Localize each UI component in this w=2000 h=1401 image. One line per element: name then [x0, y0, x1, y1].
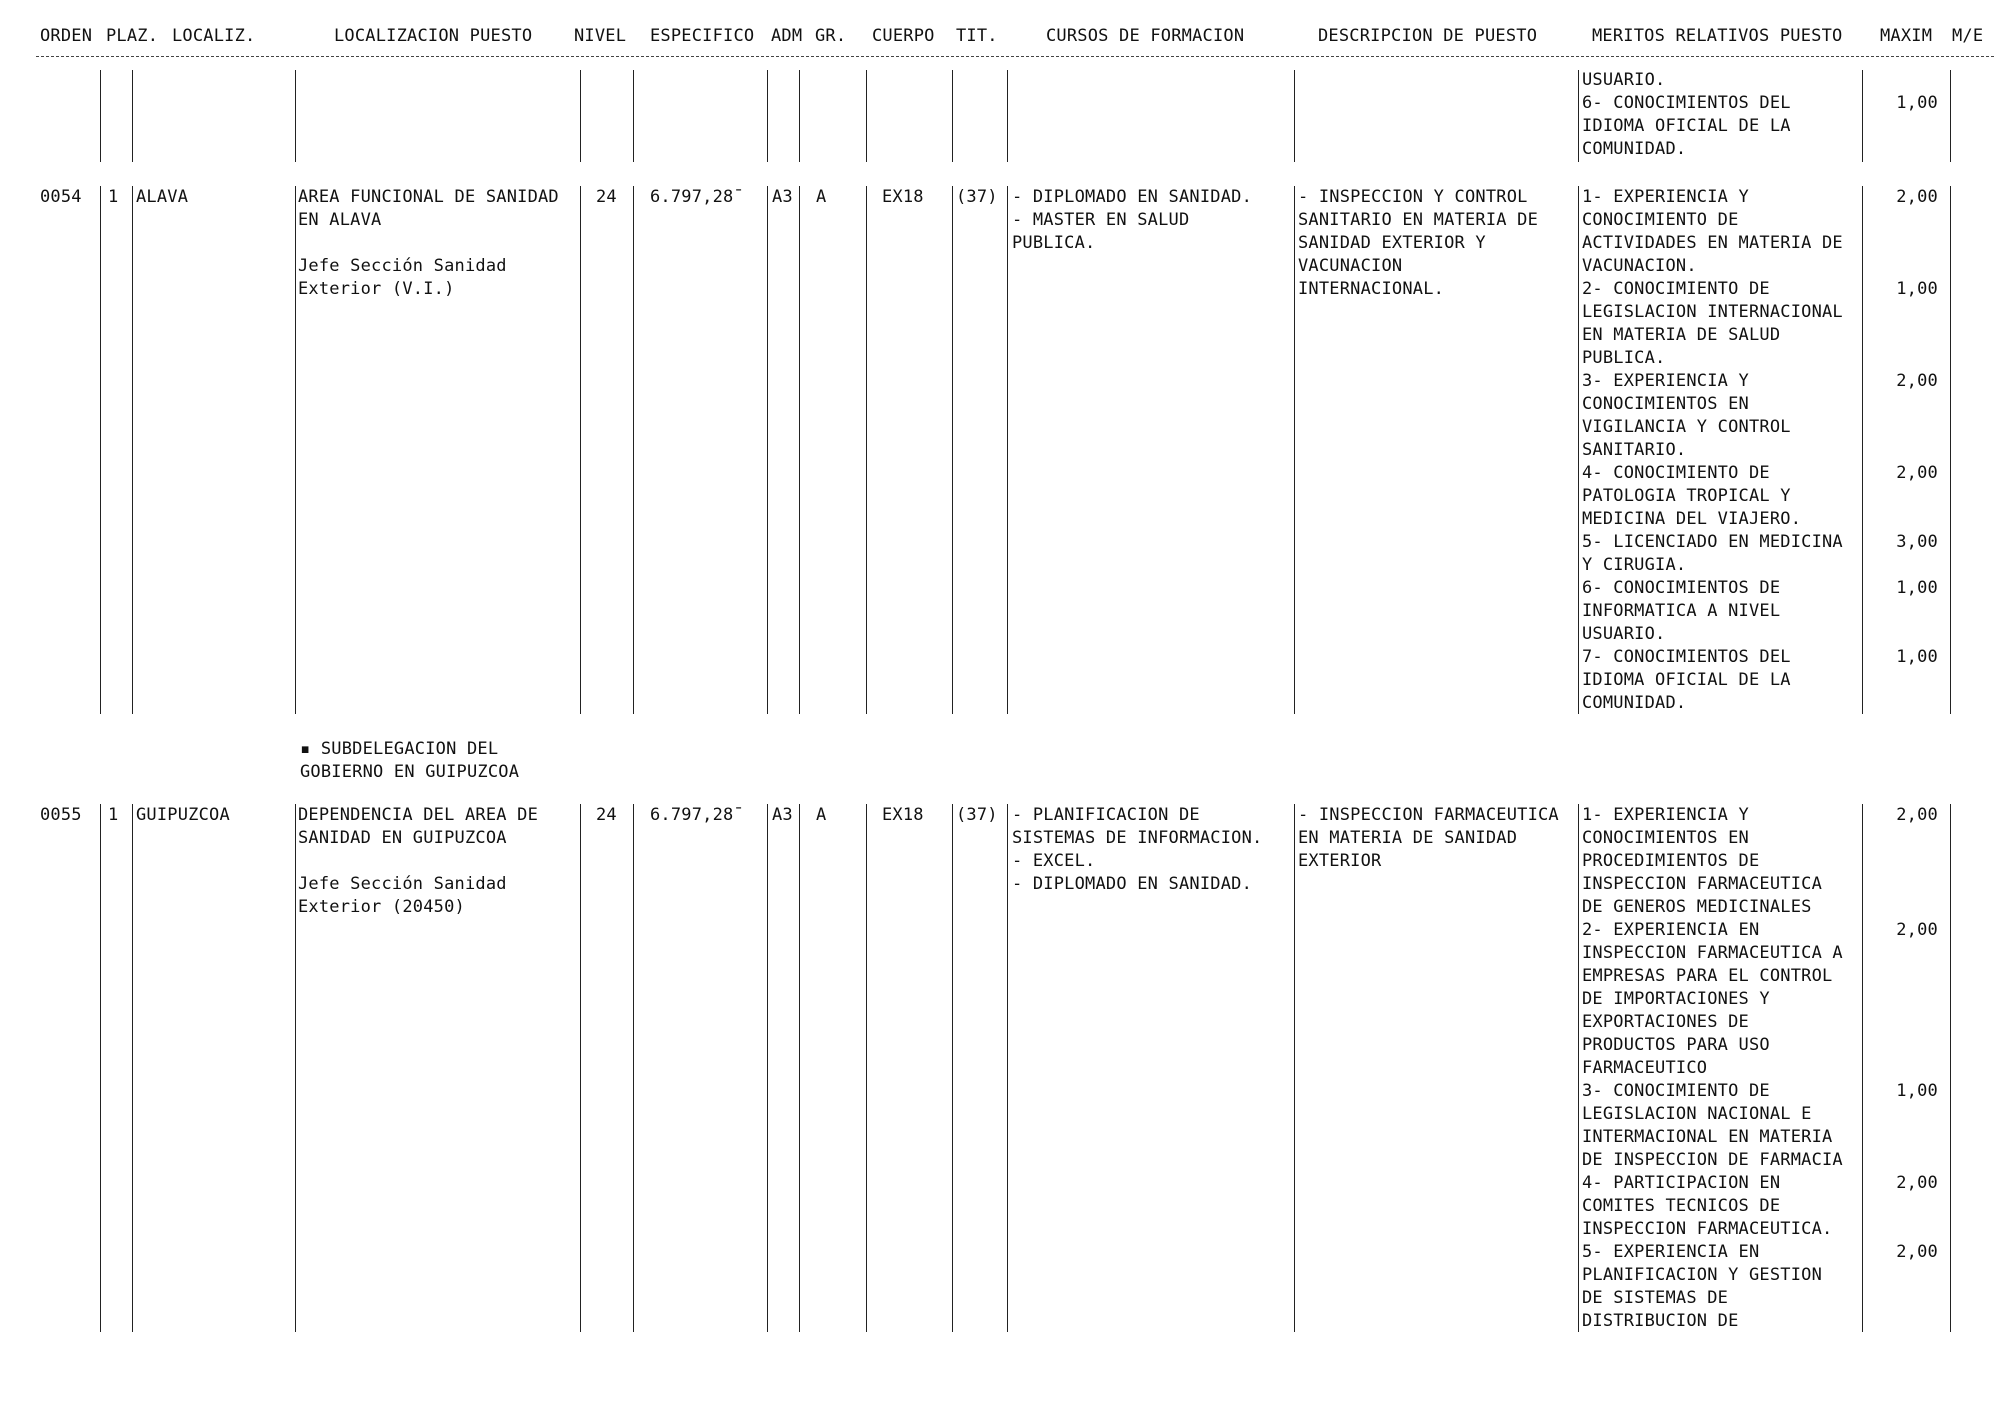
- column-rule: [767, 70, 768, 162]
- max-value-4: 2,00: [1896, 1173, 1938, 1193]
- column-rule: [1862, 70, 1863, 162]
- column-rule: [1862, 804, 1863, 1332]
- nivel-cell: 24: [596, 187, 617, 207]
- column-rule: [633, 186, 634, 714]
- header-meritos: MERITOS RELATIVOS PUESTO: [1592, 26, 1843, 46]
- nivel-cell: 24: [596, 805, 617, 825]
- column-rule: [1950, 804, 1951, 1332]
- max-value-3: 1,00: [1896, 1081, 1938, 1101]
- max-value-4: 2,00: [1896, 463, 1938, 483]
- especifico-cell: 6.797,28¯: [650, 805, 744, 825]
- column-rule: [132, 804, 133, 1332]
- merits-cell: 1- EXPERIENCIA Y CONOCIMIENTO DE ACTIVIDADES EN MATERIA DE VACUNACION. 2- CONOCIMIENTO DE LEGISLACION INTERNACIONAL EN MATERIA DE SALUD PUBLICA. 3- EXPERIENCIA Y CONOCIMIENTOS EN VIGILANCIA Y CONTROL SANITARIO. 4- CONOCIMIENTO DE PATOLOGIA TROPICAL Y MEDICINA DEL VIAJERO. 5- LICENCIADO EN MEDICINA Y CIRUGIA. 6- CONOCIMIENTOS DE INFORMATICA A NIVEL USUARIO. 7- CONOCIMIENTOS DEL IDIOMA OFICIAL DE LA COMUNIDAD.: [1582, 187, 1843, 713]
- header-tit: TIT.: [956, 26, 998, 46]
- column-rule: [1007, 186, 1008, 714]
- gr-cell: A: [816, 805, 827, 825]
- column-rule: [866, 186, 867, 714]
- puesto-cell: DEPENDENCIA DEL AREA DE SANIDAD EN GUIPUZCOA Jefe Sección Sanidad Exterior (20450): [298, 805, 539, 917]
- column-rule: [1294, 804, 1295, 1332]
- column-rule: [767, 804, 768, 1332]
- header-nivel: NIVEL: [574, 26, 627, 46]
- max-value-7: 1,00: [1896, 647, 1938, 667]
- column-rule: [295, 186, 296, 714]
- header-me: M/E: [1952, 26, 1984, 46]
- header-cursos: CURSOS DE FORMACION: [1046, 26, 1245, 46]
- merits-text: USUARIO. 6- CONOCIMIENTOS DEL IDIOMA OFICIAL DE LA COMUNIDAD.: [1582, 70, 1791, 159]
- column-rule: [100, 186, 101, 714]
- tit-cell: (37): [956, 805, 998, 825]
- column-rule: [799, 70, 800, 162]
- adm-cell: A3: [772, 187, 793, 207]
- max-value-2: 2,00: [1896, 920, 1938, 940]
- column-rule: [100, 804, 101, 1332]
- plaz-cell: 1: [108, 187, 119, 207]
- column-rule: [1862, 186, 1863, 714]
- column-rule: [1007, 70, 1008, 162]
- column-rule: [580, 804, 581, 1332]
- orden-cell: 0055: [40, 805, 82, 825]
- column-rule: [866, 804, 867, 1332]
- column-rule: [1578, 186, 1579, 714]
- plaz-cell: 1: [108, 805, 119, 825]
- max-value: 1,00: [1896, 93, 1938, 113]
- column-rule: [1294, 186, 1295, 714]
- max-value-1: 2,00: [1896, 187, 1938, 207]
- header-descripcion: DESCRIPCION DE PUESTO: [1318, 26, 1538, 46]
- column-rule: [1950, 70, 1951, 162]
- especifico-cell: 6.797,28¯: [650, 187, 744, 207]
- header-adm: ADM: [771, 26, 803, 46]
- column-rule: [952, 186, 953, 714]
- header-localiz: LOCALIZ.: [172, 26, 256, 46]
- merits-cell: 1- EXPERIENCIA Y CONOCIMIENTOS EN PROCEDIMIENTOS DE INSPECCION FARMACEUTICA DE GENEROS MEDICINALES 2- EXPERIENCIA EN INSPECCION FARMACEUTICA A EMPRESAS PARA EL CONTROL DE IMPORTACIONES Y EXPORTACIONES DE PRODUCTOS PARA USO FARMACEUTICO 3- CONOCIMIENTO DE LEGISLACION NACIONAL E INTERMACIONAL EN MATERIA DE INSPECCION DE FARMACIA 4- PARTICIPACION EN COMITES TECNICOS DE INSPECCION FARMACEUTICA. 5- EXPERIENCIA EN PLANIFICACION Y GESTION DE SISTEMAS DE DISTRIBUCION DE: [1582, 805, 1843, 1331]
- column-rule: [952, 804, 953, 1332]
- cursos-cell: - PLANIFICACION DE SISTEMAS DE INFORMACION. - EXCEL. - DIPLOMADO EN SANIDAD.: [1012, 805, 1263, 894]
- max-value-6: 1,00: [1896, 578, 1938, 598]
- column-rule: [767, 186, 768, 714]
- max-value-5: 2,00: [1896, 1242, 1938, 1262]
- orden-cell: 0054: [40, 187, 82, 207]
- column-rule: [799, 804, 800, 1332]
- column-rule: [100, 70, 101, 162]
- header-maxim: MAXIM: [1880, 26, 1933, 46]
- adm-cell: A3: [772, 805, 793, 825]
- column-rule: [580, 70, 581, 162]
- column-rule: [799, 186, 800, 714]
- max-value-2: 1,00: [1896, 279, 1938, 299]
- column-rule: [633, 70, 634, 162]
- column-rule: [1294, 70, 1295, 162]
- column-rule: [1578, 804, 1579, 1332]
- descripcion-cell: - INSPECCION FARMACEUTICA EN MATERIA DE SANIDAD EXTERIOR: [1298, 805, 1559, 871]
- max-value-5: 3,00: [1896, 532, 1938, 552]
- cursos-cell: - DIPLOMADO EN SANIDAD. - MASTER EN SALUD PUBLICA.: [1012, 187, 1253, 253]
- column-rule: [1007, 804, 1008, 1332]
- puesto-cell: AREA FUNCIONAL DE SANIDAD EN ALAVA Jefe Sección Sanidad Exterior (V.I.): [298, 187, 559, 299]
- column-rule: [952, 70, 953, 162]
- header-cuerpo: CUERPO: [872, 26, 935, 46]
- max-value-3: 2,00: [1896, 371, 1938, 391]
- gr-cell: A: [816, 187, 827, 207]
- header-orden: ORDEN: [40, 26, 93, 46]
- column-rule: [1950, 186, 1951, 714]
- header-localizacion-puesto: LOCALIZACION PUESTO: [334, 26, 533, 46]
- column-rule: [580, 186, 581, 714]
- localiz-cell: GUIPUZCOA: [136, 805, 230, 825]
- tit-cell: (37): [956, 187, 998, 207]
- column-rule: [295, 804, 296, 1332]
- column-rule: [1578, 70, 1579, 162]
- cuerpo-cell: EX18: [882, 805, 924, 825]
- column-rule: [866, 70, 867, 162]
- cuerpo-cell: EX18: [882, 187, 924, 207]
- header-gr: GR.: [815, 26, 847, 46]
- header-plaz: PLAZ.: [106, 26, 159, 46]
- section-heading: ▪ SUBDELEGACION DEL GOBIERNO EN GUIPUZCOA: [300, 739, 520, 782]
- header-especifico: ESPECIFICO: [650, 26, 755, 46]
- max-value-1: 2,00: [1896, 805, 1938, 825]
- localiz-cell: ALAVA: [136, 187, 189, 207]
- column-rule: [295, 70, 296, 162]
- column-rule: [633, 804, 634, 1332]
- header-rule: [36, 56, 1994, 57]
- column-rule: [132, 70, 133, 162]
- descripcion-cell: - INSPECCION Y CONTROL SANITARIO EN MATERIA DE SANIDAD EXTERIOR Y VACUNACION INTERNACIONAL.: [1298, 187, 1539, 299]
- column-rule: [132, 186, 133, 714]
